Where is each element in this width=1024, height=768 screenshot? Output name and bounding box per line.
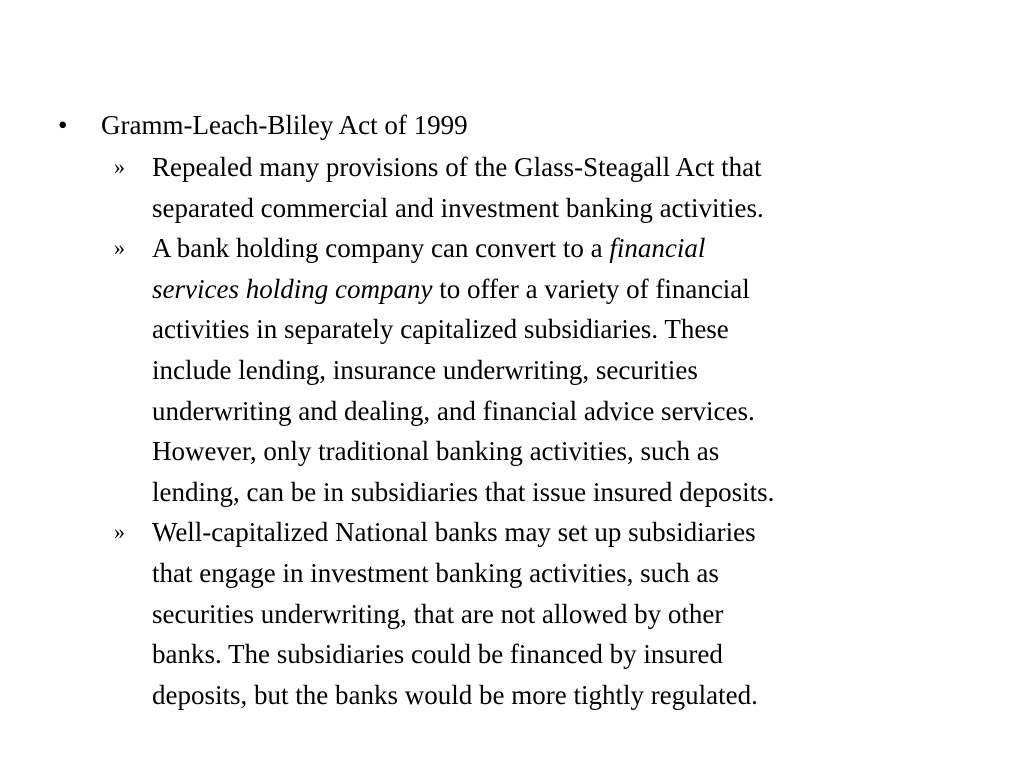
bullet-chevron: » <box>114 154 125 179</box>
bullet-chevron: » <box>114 519 125 545</box>
sub-bullet-item <box>114 147 974 228</box>
text-line: that engage in investment banking activities, such as <box>152 557 719 588</box>
text-line: Repealed many provisions of the Glass-Steagall Act that <box>152 152 762 182</box>
text-line: underwriting and dealing, and financial advice services. <box>152 395 755 426</box>
sub-bullet-item <box>114 228 974 512</box>
bullet-dot: • <box>58 110 68 140</box>
text-segment: A bank holding company can convert to a <box>152 233 610 264</box>
main-bullet-text: Gramm-Leach-Bliley Act of 1999 <box>101 110 468 140</box>
text-line: deposits, but the banks would be more tightly regulated. <box>152 679 758 710</box>
text-segment: to offer a variety of financial <box>432 273 750 304</box>
sub-bullet-item <box>114 512 974 715</box>
text-line <box>152 228 974 269</box>
sub-bullet-list <box>114 147 974 715</box>
text-line: banks. The subsidiaries could be financed by insured <box>152 639 723 670</box>
italic-term: financial <box>609 233 706 264</box>
main-bullet <box>58 105 958 145</box>
text-line: Well-capitalized National banks may set up subsidiaries <box>152 517 756 548</box>
text-line: securities underwriting, that are not allowed by other <box>152 598 724 629</box>
text-line: lending, can be in subsidiaries that issue insured deposits. <box>152 476 775 507</box>
text-line: separated commercial and investment banking activities. <box>152 192 764 223</box>
italic-term: services holding company <box>152 273 433 304</box>
text-line <box>152 269 974 310</box>
text-line: include lending, insurance underwriting, securities <box>152 354 698 385</box>
text-line: activities in separately capitalized subsidiaries. These <box>152 314 729 345</box>
text-line: However, only traditional banking activities, such as <box>152 436 720 467</box>
bullet-chevron: » <box>114 235 125 261</box>
